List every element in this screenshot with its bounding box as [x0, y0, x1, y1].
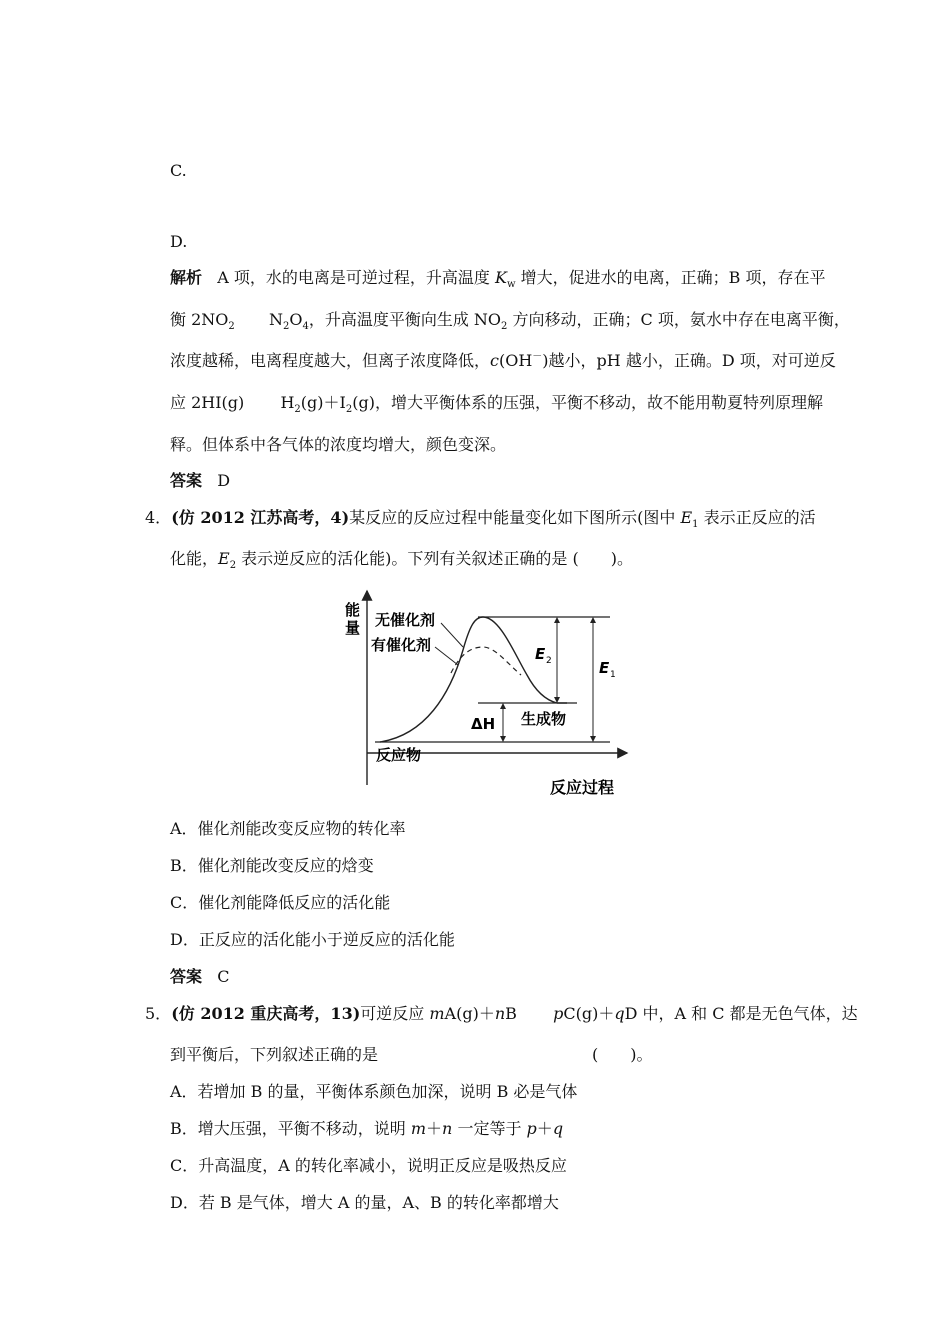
q3-analysis-line-4: [170, 392, 823, 414]
analysis-text: O: [289, 310, 303, 329]
kw-symbol: K: [495, 268, 507, 287]
y-axis-label-2: 量: [345, 619, 361, 637]
kw-subscript: w: [506, 279, 516, 291]
coef-n: n: [494, 1004, 506, 1023]
question-source: (仿 2012 江苏高考，4): [171, 508, 350, 527]
reactant-label: 反应物: [376, 746, 422, 764]
option-text: 一定等于: [452, 1119, 527, 1138]
e1-label: E: [599, 659, 610, 677]
e1-symbol: E: [680, 508, 693, 527]
q3-option-c: C.: [170, 161, 187, 180]
analysis-text: 应 2HI(g): [170, 393, 245, 412]
analysis-text: N: [268, 310, 283, 329]
question-text: 化能，: [170, 549, 219, 568]
no-catalyst-pointer: [441, 623, 463, 647]
e2-label-subscript: 2: [546, 656, 552, 666]
with-catalyst-label: 有催化剂: [371, 636, 432, 654]
question-text: A(g)＋: [444, 1004, 495, 1023]
coef-q: q: [552, 1119, 564, 1138]
analysis-text: ，升高温度平衡向生成 NO: [308, 310, 502, 329]
analysis-text: (g)，增大平衡体系的压强，平衡不移动，故不能用勒夏特列原理解: [352, 393, 823, 412]
analysis-text: 方向移动，正确；C 项，氨水中存在电离平衡，: [507, 310, 850, 329]
coef-m: m: [429, 1004, 445, 1023]
analysis-text: (OH: [498, 351, 533, 370]
plus-sign: ＋: [536, 1119, 553, 1138]
q3-analysis-line-1: [170, 267, 825, 289]
coef-n: n: [442, 1119, 453, 1138]
question-text: D 中，A 和 C 都是无色气体，达: [624, 1004, 858, 1023]
question-number: 5．: [145, 1004, 172, 1023]
subscript: 4: [302, 321, 309, 333]
analysis-text: 浓度越稀，电离程度越大，但离子浓度降低，: [170, 351, 491, 370]
question-text: B: [505, 1004, 517, 1023]
q4-stem-line-1: [145, 507, 816, 529]
question-source: (仿 2012 重庆高考，13): [171, 1004, 361, 1023]
question-text: 某反应的反应过程中能量变化如下图所示(图中: [349, 508, 681, 527]
coef-p: p: [553, 1004, 564, 1023]
subscript: 2: [345, 404, 353, 416]
catalyst-pointer: [435, 647, 458, 665]
coef-p: p: [526, 1119, 537, 1138]
e2-label: E: [535, 645, 546, 663]
q5-answer-paren: ( )。: [592, 1045, 653, 1064]
coef-m: m: [410, 1119, 427, 1138]
analysis-text: )越小，pH 越小，正确。D 项，对可逆反: [542, 351, 836, 370]
q4-option-d: D．正反应的活化能小于逆反应的活化能: [170, 930, 455, 949]
x-axis-label: 反应过程: [550, 778, 615, 797]
q3-analysis-line-3: [170, 350, 836, 372]
q5-stem-line-1: [145, 1003, 858, 1025]
q4-option-a: A．催化剂能改变反应物的转化率: [170, 819, 406, 838]
subscript: 2: [229, 560, 237, 572]
q4-option-b: B．催化剂能改变反应的焓变: [170, 856, 374, 875]
e2-symbol: E: [218, 549, 230, 568]
catalyst-curve: [451, 647, 521, 675]
answer-label: 答案: [170, 967, 203, 986]
q5-option-c: C．升高温度，A 的转化率减小，说明正反应是吸热反应: [170, 1156, 567, 1175]
q3-analysis-line-5: 释。但体系中各气体的浓度均增大，颜色变深。: [170, 435, 507, 454]
question-text: 可逆反应: [360, 1004, 430, 1023]
energy-diagram: [335, 585, 635, 800]
question-text: 表示正反应的活: [698, 508, 816, 527]
coef-q: q: [614, 1004, 625, 1023]
subscript: 2: [501, 321, 508, 333]
answer-value: D: [217, 471, 231, 490]
answer-label: 答案: [170, 471, 203, 490]
question-text: 表示逆反应的活化能)。下列有关叙述正确的是 ( )。: [236, 549, 633, 568]
subscript: 1: [692, 519, 699, 531]
subscript: 2: [294, 404, 301, 416]
subscript: 2: [228, 321, 235, 333]
q4-stem-line-2: [170, 548, 633, 570]
y-axis-label-1: 能: [345, 601, 361, 619]
q3-option-d: D.: [170, 232, 188, 251]
option-text: B．增大压强，平衡不移动，说明: [170, 1119, 411, 1138]
question-text: C(g)＋: [563, 1004, 615, 1023]
analysis-text: (g)＋I: [300, 393, 346, 412]
q3-answer: [170, 470, 230, 492]
plus-sign: ＋: [426, 1119, 443, 1138]
e1-label-subscript: 1: [610, 670, 616, 680]
analysis-text: H: [280, 393, 295, 412]
q5-option-a: A．若增加 B 的量，平衡体系颜色加深，说明 B 必是气体: [170, 1082, 578, 1101]
no-catalyst-label: 无催化剂: [375, 611, 436, 629]
analysis-text: A 项，水的电离是可逆过程，升高温度: [217, 268, 496, 287]
q5-option-b: [170, 1118, 563, 1140]
answer-value: C: [217, 967, 230, 986]
superscript: －: [532, 351, 543, 363]
product-label: 生成物: [521, 710, 567, 728]
subscript: 2: [282, 321, 290, 333]
analysis-text: 增大，促进水的电离，正确；B 项，存在平: [515, 268, 826, 287]
q3-analysis-line-2: [170, 309, 850, 331]
analysis-label: 解析: [170, 268, 203, 287]
q5-option-d: D．若 B 是气体，增大 A 的量，A、B 的转化率都增大: [170, 1193, 559, 1212]
q4-option-c: C．催化剂能降低反应的活化能: [170, 893, 391, 912]
dh-label: ΔH: [471, 715, 496, 733]
question-number: 4．: [145, 508, 172, 527]
concentration-symbol: c: [490, 351, 499, 370]
analysis-text: 衡 2NO: [170, 310, 229, 329]
q5-stem-line-2: 到平衡后，下列叙述正确的是: [170, 1045, 379, 1064]
q4-answer: [170, 966, 230, 988]
